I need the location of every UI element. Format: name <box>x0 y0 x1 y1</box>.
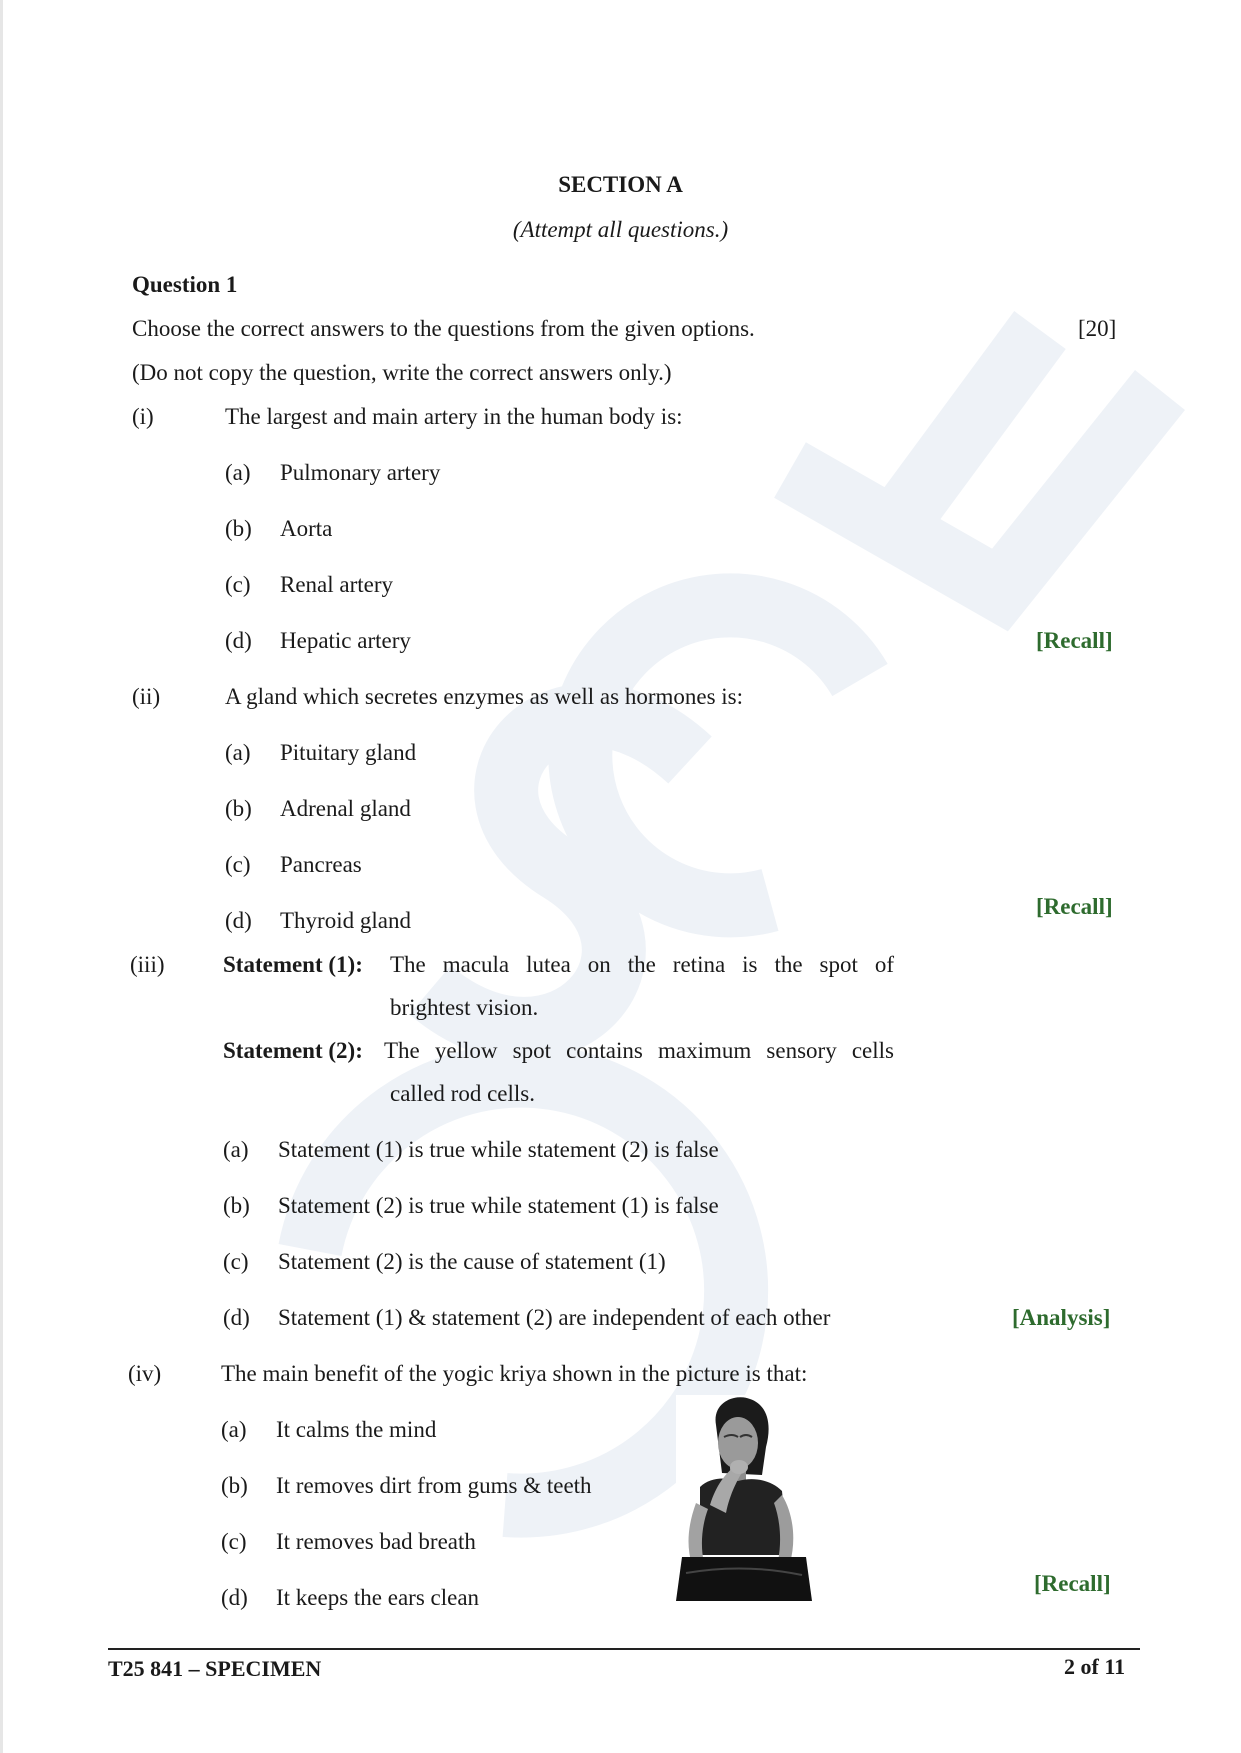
option-text: Thyroid gland <box>280 908 411 933</box>
item-text: The largest and main artery in the human body is: <box>225 404 683 429</box>
statement-1-text-cont: brightest vision. <box>390 995 539 1020</box>
option-label: (d) <box>225 908 252 933</box>
item-number: (ii) <box>132 684 161 709</box>
footer-page-number: 2 of 11 <box>1064 1654 1126 1679</box>
option-text: Renal artery <box>280 572 394 597</box>
option-label: (c) <box>221 1529 247 1554</box>
footer-rule <box>108 1648 1140 1650</box>
option-label: (b) <box>225 516 252 541</box>
option-label: (a) <box>221 1417 247 1442</box>
statement-2-text-cont: called rod cells. <box>390 1081 535 1106</box>
option-text: Statement (1) is true while statement (2) is false <box>278 1137 719 1162</box>
option-label: (c) <box>225 572 251 597</box>
option-text: It removes bad breath <box>276 1529 476 1554</box>
question-instruction: Choose the correct answers to the questions from the given options. <box>132 316 755 341</box>
option-label: (d) <box>221 1585 248 1610</box>
option-text: Adrenal gland <box>280 796 411 821</box>
statement-1-text: The macula lutea on the retina is the spot of <box>390 952 894 977</box>
option-label: (d) <box>223 1305 250 1330</box>
item-number: (iii) <box>130 952 165 977</box>
item-text: The main benefit of the yogic kriya shown in the picture is that: <box>221 1361 808 1386</box>
option-label: (b) <box>221 1473 248 1498</box>
option-text: Statement (2) is true while statement (1) is false <box>278 1193 719 1218</box>
option-text: It keeps the ears clean <box>276 1585 480 1610</box>
option-label: (a) <box>223 1137 249 1162</box>
cognitive-tag: [Analysis] <box>1012 1305 1111 1330</box>
option-label: (d) <box>225 628 252 653</box>
cognitive-tag: [Recall] <box>1036 628 1113 653</box>
statement-2-label: Statement (2): <box>223 1038 363 1063</box>
option-text: Pancreas <box>280 852 362 877</box>
option-text: Hepatic artery <box>280 628 411 653</box>
option-label: (b) <box>223 1193 250 1218</box>
statement-2-text: The yellow spot contains maximum sensory cells <box>384 1038 894 1063</box>
option-label: (c) <box>225 852 251 877</box>
section-subtitle: (Attempt all questions.) <box>512 217 729 242</box>
option-label: (b) <box>225 796 252 821</box>
option-text: It calms the mind <box>276 1417 437 1442</box>
yoga-kriya-photo <box>676 1395 812 1601</box>
option-text: It removes dirt from gums & teeth <box>276 1473 592 1498</box>
item-number: (i) <box>132 404 154 429</box>
cognitive-tag: [Recall] <box>1034 1571 1111 1596</box>
item-number: (iv) <box>128 1361 162 1386</box>
option-label: (c) <box>223 1249 249 1274</box>
item-text: A gland which secretes enzymes as well as hormones is: <box>225 684 744 709</box>
option-text: Pulmonary artery <box>280 460 441 485</box>
question-note: (Do not copy the question, write the correct answers only.) <box>132 360 672 385</box>
option-text: Statement (1) & statement (2) are independent of each other <box>278 1305 831 1330</box>
statement-1-label: Statement (1): <box>223 952 363 977</box>
cognitive-tag: [Recall] <box>1036 894 1113 919</box>
footer-paper-code: T25 841 – SPECIMEN <box>108 1656 322 1681</box>
section-title: SECTION A <box>558 172 683 197</box>
option-label: (a) <box>225 460 251 485</box>
option-text: Aorta <box>280 516 333 541</box>
option-label: (a) <box>225 740 251 765</box>
question-marks: [20] <box>1078 316 1117 341</box>
option-text: Statement (2) is the cause of statement (1) <box>278 1249 666 1274</box>
question-title: Question 1 <box>132 272 238 297</box>
option-text: Pituitary gland <box>280 740 417 765</box>
